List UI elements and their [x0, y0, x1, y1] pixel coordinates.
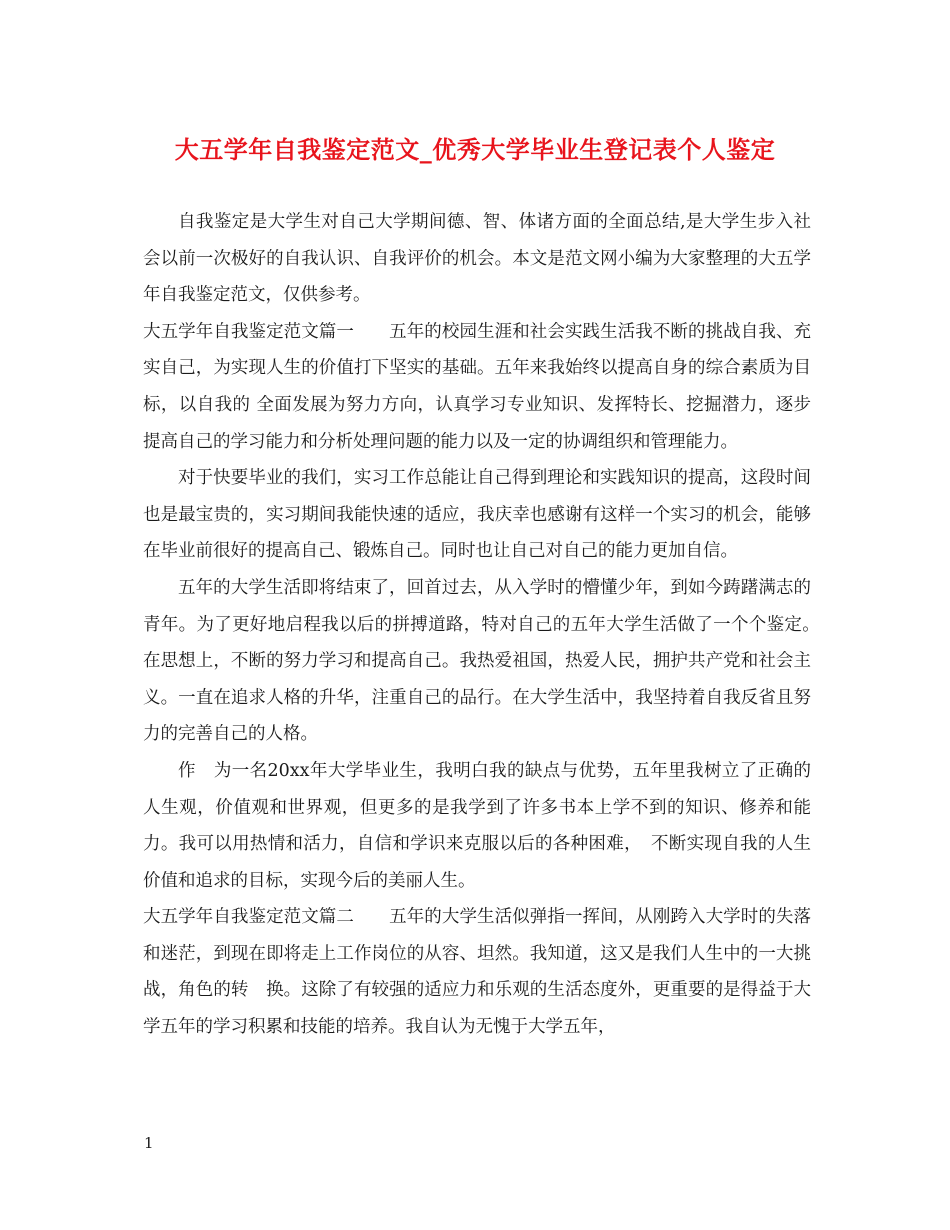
paragraph-five-years: 五年的大学生活即将结束了，回首过去，从入学时的懵懂少年，到如今踌躇满志的青年。为了更好地启程我以后的拼搏道路，特对自己的五年大学生活做了一个个鉴定。 在思想上，不断的努力学习和提高自己。我热爱祖国，热爱人民，拥护共产党和社会主义。一直在追求人格的升华，注重自己的品行。在大学生活中，我坚持着自我反省且努力的完善自己的人格。: [143, 577, 829, 745]
document-body: [143, 204, 829, 1046]
paragraph-graduate: 作 为一名20xx年大学毕业生，我明白我的缺点与优势，五年里我树立了正确的人生观，价值观和世界观，但更多的是我学到了许多书本上学不到的知识、修养和能 力。我可以用热情和活力，自信和学识来克服以后的各种困难， 不断实现自我的人生价值和追求的目标，实现今后的美丽人生。: [143, 760, 829, 891]
paragraph-internship: 对于快要毕业的我们，实习工作总能让自己得到理论和实践知识的提高，这段时间也是最宝贵的，实习期间我能快速的适应，我庆幸也感谢有这样一个实习的机会，能够在毕业前很好的提高自己、锻炼自己。同时也让自己对自己的能力更加自信。: [143, 468, 811, 562]
paragraph-intro: 自我鉴定是大学生对自己大学期间德、智、体诸方面的全面总结,是大学生步入社会以前一次极好的自我认识、自我评价的机会。本文是范文网小编为大家整理的大五学年自我鉴定范文，仅供参考。: [143, 212, 811, 306]
page-number: 1: [144, 1134, 154, 1152]
document-title: 大五学年自我鉴定范文_优秀大学毕业生登记表个人鉴定: [174, 135, 776, 164]
paragraph-essay-two-heading: 大五学年自我鉴定范文篇二 五年的大学生活似弹指一挥间，从刚跨入大学时的失落和迷茫，到现在即将走上工作岗位的从容、坦然。我知道，这又是我们人生中的一大挑战，角色的转 换。这除了有较强的适应力和乐观的生活态度外，更重要的是得益于大学五年的学习积累和技能的培养。我自认为无愧于大学五年，: [143, 907, 811, 1038]
paragraph-essay-one-heading: 大五学年自我鉴定范文篇一 五年的校园生涯和社会实践生活我不断的挑战自我、充实自己，为实现人生的价值打下坚实的基础。五年来我始终以提高自身的综合素质为目标，以自我的 全面发展为努力方向，认真学习专业知识、发挥特长、挖掘潜力，逐步提高自己的学习能力和分析处理问题的能力以及一定的协调组织和管理能力。: [143, 321, 811, 452]
